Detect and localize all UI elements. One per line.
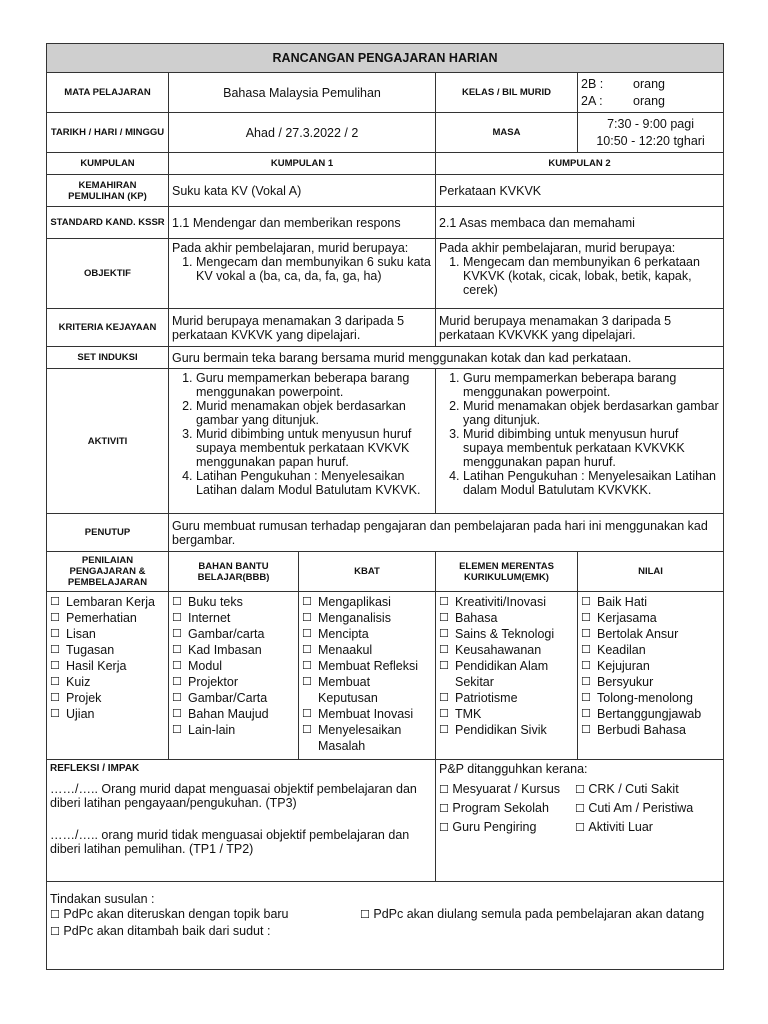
standard-group-1: 1.1 Mendengar dan memberikan respons bbox=[169, 207, 436, 239]
time-slot: 10:50 - 12:20 tghari bbox=[596, 133, 705, 148]
activity-item: 4. Latihan Pengukuhan : Menyelesaikan Latihan dalam Modul Batulutam KVKVK. bbox=[196, 469, 432, 497]
follow-up-section bbox=[47, 882, 724, 970]
standard-group-2: 2.1 Asas membaca dan memahami bbox=[436, 207, 724, 239]
skill-group-1: Suku kata KV (Vokal A) bbox=[169, 175, 436, 207]
group-2-header: KUMPULAN 2 bbox=[436, 153, 724, 175]
activity-group-2 bbox=[436, 369, 724, 514]
group-1-header: KUMPULAN 1 bbox=[169, 153, 436, 175]
assessment-checkbox[interactable]: ☐ Kuiz bbox=[50, 674, 165, 690]
postponed-checkbox[interactable]: ☐ Guru Pengiring bbox=[439, 818, 575, 837]
induction-text: Guru bermain teka barang bersama murid menggunakan kotak dan kad perkataan. bbox=[169, 347, 724, 369]
cross-curricular-checkbox[interactable]: ☐ TMK bbox=[439, 706, 574, 722]
cross-curricular-checkbox[interactable]: ☐ Bahasa bbox=[439, 610, 574, 626]
values-header: NILAI bbox=[578, 552, 724, 592]
hots-checkbox[interactable]: ☐ Membuat Refleksi bbox=[302, 658, 432, 674]
teaching-aid-checkbox[interactable]: ☐ Bahan Maujud bbox=[172, 706, 295, 722]
skill-label: KEMAHIRAN PEMULIHAN (KP) bbox=[47, 175, 169, 207]
form-title: RANCANGAN PENGAJARAN HARIAN bbox=[47, 44, 724, 73]
teaching-aid-checkbox[interactable]: ☐ Gambar/carta bbox=[172, 626, 295, 642]
value-checkbox[interactable]: ☐ Bertolak Ansur bbox=[581, 626, 720, 642]
class-name: 2B : bbox=[581, 76, 604, 91]
teaching-aid-checkbox[interactable]: ☐ Kad Imbasan bbox=[172, 642, 295, 658]
value-checkbox[interactable]: ☐ Keadilan bbox=[581, 642, 720, 658]
objective-intro: Pada akhir pembelajaran, murid berupaya: bbox=[172, 241, 409, 255]
standard-label: STANDARD KAND. KSSR bbox=[47, 207, 169, 239]
cross-curricular-checkbox[interactable]: ☐ Sains & Teknologi bbox=[439, 626, 574, 642]
closing-label: PENUTUP bbox=[47, 514, 169, 552]
class-value bbox=[578, 73, 724, 113]
cross-curricular-checkbox[interactable]: ☐ Kreativiti/Inovasi bbox=[439, 594, 574, 610]
assessment-checkbox[interactable]: ☐ Hasil Kerja bbox=[50, 658, 165, 674]
lesson-plan-form bbox=[46, 43, 723, 970]
follow-up-label: Tindakan susulan : bbox=[50, 892, 155, 906]
postponed-checkbox[interactable]: ☐ Cuti Am / Peristiwa bbox=[575, 799, 720, 818]
assessment-header: PENILAIAN PENGAJARAN & PEMBELAJARAN bbox=[47, 552, 169, 592]
postponed-checkbox[interactable]: ☐ CRK / Cuti Sakit bbox=[575, 780, 720, 799]
teaching-aid-checkbox[interactable]: ☐ Modul bbox=[172, 658, 295, 674]
activity-item: 1. Guru mempamerkan beberapa barang menggunakan powerpoint. bbox=[196, 371, 432, 399]
objective-intro: Pada akhir pembelajaran, murid berupaya: bbox=[439, 241, 676, 255]
reflection-section bbox=[47, 760, 436, 882]
activity-item: 3. Murid dibimbing untuk menyusun huruf supaya membentuk perkataan KVKVK menggunakan papan huruf. bbox=[196, 427, 432, 469]
teaching-aids-header: BAHAN BANTU BELAJAR(BBB) bbox=[169, 552, 299, 592]
postponed-checkbox[interactable]: ☐ Mesyuarat / Kursus bbox=[439, 780, 575, 799]
hots-checkbox[interactable]: ☐ Membuat Keputusan bbox=[302, 674, 432, 706]
subject-label: MATA PELAJARAN bbox=[47, 73, 169, 113]
teaching-aid-checkbox[interactable]: ☐ Lain-lain bbox=[172, 722, 295, 738]
time-label: MASA bbox=[436, 113, 578, 153]
cross-curricular-checkbox[interactable]: ☐ Pendidikan Alam Sekitar bbox=[439, 658, 574, 690]
value-checkbox[interactable]: ☐ Bersyukur bbox=[581, 674, 720, 690]
assessment-checkbox[interactable]: ☐ Projek bbox=[50, 690, 165, 706]
hots-checkbox[interactable]: ☐ Membuat Inovasi bbox=[302, 706, 432, 722]
reflection-line-mastered: ……/….. Orang murid dapat menguasai objektif pembelajaran dan diberi latihan pengayaan/pengukuhan. (TP3) bbox=[50, 782, 417, 810]
assessment-checkbox[interactable]: ☐ Lembaran Kerja bbox=[50, 594, 165, 610]
follow-up-checkbox[interactable]: ☐ PdPc akan diulang semula pada pembelajaran akan datang bbox=[360, 906, 720, 923]
class-label: KELAS / BIL MURID bbox=[436, 73, 578, 113]
subject-value: Bahasa Malaysia Pemulihan bbox=[169, 73, 436, 113]
activity-item: 4. Latihan Pengukuhan : Menyelesaikan Latihan dalam Modul Batulutam KVKVKK. bbox=[463, 469, 720, 497]
group-label: KUMPULAN bbox=[47, 153, 169, 175]
activity-group-1 bbox=[169, 369, 436, 514]
assessment-checkbox[interactable]: ☐ Pemerhatian bbox=[50, 610, 165, 626]
cross-curricular-checkbox[interactable]: ☐ Patriotisme bbox=[439, 690, 574, 706]
hots-header: KBAT bbox=[299, 552, 436, 592]
activity-item: 2. Murid menamakan objek berdasarkan gambar yang ditunjuk. bbox=[463, 399, 720, 427]
postponed-section bbox=[436, 760, 724, 882]
activity-item: 1. Guru mempamerkan beberapa barang menggunakan powerpoint. bbox=[463, 371, 720, 399]
closing-text: Guru membuat rumusan terhadap pengajaran dan pembelajaran pada hari ini menggunakan kad bergambar. bbox=[169, 514, 724, 552]
value-checkbox[interactable]: ☐ Bertanggungjawab bbox=[581, 706, 720, 722]
hots-checkbox[interactable]: ☐ Mencipta bbox=[302, 626, 432, 642]
assessment-checkbox[interactable]: ☐ Lisan bbox=[50, 626, 165, 642]
criteria-group-1: Murid berupaya menamakan 3 daripada 5 perkataan KVKVK yang dipelajari. bbox=[169, 309, 436, 347]
value-checkbox[interactable]: ☐ Kerjasama bbox=[581, 610, 720, 626]
class-count-unit: orang bbox=[633, 76, 665, 91]
objective-item: 1. Mengecam dan membunyikan 6 suku kata KV vokal a (ba, ca, da, fa, ga, ha) bbox=[196, 255, 432, 283]
assessment-checkbox[interactable]: ☐ Tugasan bbox=[50, 642, 165, 658]
value-checkbox[interactable]: ☐ Baik Hati bbox=[581, 594, 720, 610]
value-checkbox[interactable]: ☐ Tolong-menolong bbox=[581, 690, 720, 706]
value-checkbox[interactable]: ☐ Berbudi Bahasa bbox=[581, 722, 720, 738]
postponed-checkbox[interactable]: ☐ Program Sekolah bbox=[439, 799, 575, 818]
hots-list bbox=[299, 592, 436, 760]
lesson-plan-table bbox=[46, 43, 724, 970]
objective-item: 1. Mengecam dan membunyikan 6 perkataan KVKVK (kotak, cicak, lobak, betik, kapak, cerek) bbox=[463, 255, 720, 297]
reflection-line-not-mastered: ……/….. orang murid tidak menguasai objektif pembelajaran dan diberi latihan pemulihan. (TP1 / TP2) bbox=[50, 828, 410, 856]
cross-curricular-header: ELEMEN MERENTAS KURIKULUM(EMK) bbox=[436, 552, 578, 592]
assessment-checkbox[interactable]: ☐ Ujian bbox=[50, 706, 165, 722]
date-value: Ahad / 27.3.2022 / 2 bbox=[169, 113, 436, 153]
activity-item: 3. Murid dibimbing untuk menyusun huruf supaya membentuk perkataan KVKVKK menggunakan papan huruf. bbox=[463, 427, 720, 469]
teaching-aid-checkbox[interactable]: ☐ Internet bbox=[172, 610, 295, 626]
objective-group-1 bbox=[169, 239, 436, 309]
induction-label: SET INDUKSI bbox=[47, 347, 169, 369]
teaching-aid-checkbox[interactable]: ☐ Buku teks bbox=[172, 594, 295, 610]
criteria-group-2: Murid berupaya menamakan 3 daripada 5 perkataan KVKVKK yang dipelajari. bbox=[436, 309, 724, 347]
time-slot: 7:30 - 9:00 pagi bbox=[607, 116, 694, 131]
class-count-unit: orang bbox=[633, 93, 665, 108]
follow-up-checkbox[interactable]: ☐ PdPc akan ditambah baik dari sudut : bbox=[50, 923, 360, 940]
time-value bbox=[578, 113, 724, 153]
hots-checkbox[interactable]: ☐ Mengaplikasi bbox=[302, 594, 432, 610]
value-checkbox[interactable]: ☐ Kejujuran bbox=[581, 658, 720, 674]
date-label: TARIKH / HARI / MINGGU bbox=[47, 113, 169, 153]
postponed-checkbox[interactable]: ☐ Aktiviti Luar bbox=[575, 818, 720, 837]
activity-item: 2. Murid menamakan objek berdasarkan gambar yang ditunjuk. bbox=[196, 399, 432, 427]
teaching-aids-list bbox=[169, 592, 299, 760]
hots-checkbox[interactable]: ☐ Menaakul bbox=[302, 642, 432, 658]
objective-label: OBJEKTIF bbox=[47, 239, 169, 309]
skill-group-2: Perkataan KVKVK bbox=[436, 175, 724, 207]
activity-label: AKTIVITI bbox=[47, 369, 169, 514]
values-list bbox=[578, 592, 724, 760]
teaching-aid-checkbox[interactable]: ☐ Gambar/Carta bbox=[172, 690, 295, 706]
cross-curricular-checkbox[interactable]: ☐ Keusahawanan bbox=[439, 642, 574, 658]
reflection-label: REFLEKSI / IMPAK bbox=[50, 763, 140, 774]
hots-checkbox[interactable]: ☐ Menganalisis bbox=[302, 610, 432, 626]
cross-curricular-checkbox[interactable]: ☐ Pendidikan Sivik bbox=[439, 722, 574, 738]
criteria-label: KRITERIA KEJAYAAN bbox=[47, 309, 169, 347]
follow-up-checkbox[interactable]: ☐ PdPc akan diteruskan dengan topik baru bbox=[50, 906, 360, 923]
class-name: 2A : bbox=[581, 93, 603, 108]
cross-curricular-list bbox=[436, 592, 578, 760]
objective-group-2 bbox=[436, 239, 724, 309]
teaching-aid-checkbox[interactable]: ☐ Projektor bbox=[172, 674, 295, 690]
postponed-label: P&P ditangguhkan kerana: bbox=[439, 762, 588, 776]
assessment-list bbox=[47, 592, 169, 760]
hots-checkbox[interactable]: ☐ Menyelesaikan Masalah bbox=[302, 722, 432, 754]
